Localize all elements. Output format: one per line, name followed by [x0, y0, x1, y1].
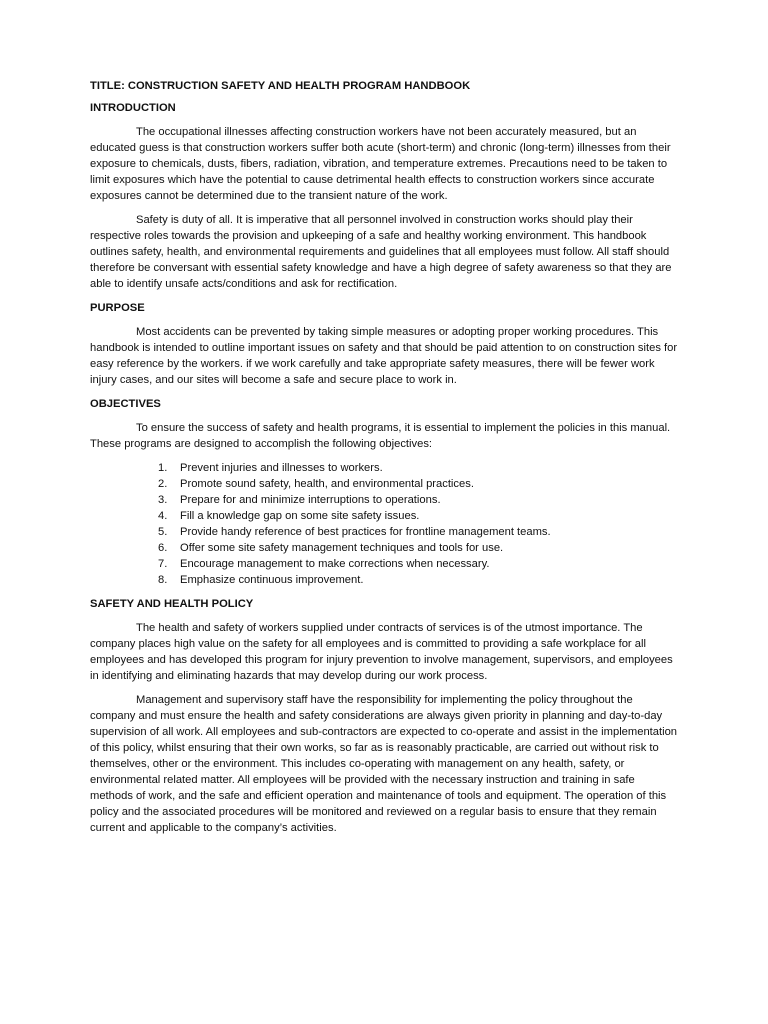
- purpose-paragraph: Most accidents can be prevented by taking simple measures or adopting proper working procedures. This handbook is intended to outline important issues on safety and that should be paid attention to on construction sites for easy reference by the workers. if we work carefully and take appropriate safety measures, there will be fewer work injury cases, and our sites will become a safe and secure place to work in.: [90, 326, 678, 386]
- objectives-list-item: [158, 492, 678, 508]
- objectives-list-item: [158, 508, 678, 524]
- objective-number: 2.: [158, 478, 168, 490]
- policy-heading: SAFETY AND HEALTH POLICY: [90, 598, 254, 610]
- objective-text: Encourage management to make corrections when necessary.: [180, 558, 490, 570]
- objectives-list: [90, 460, 678, 588]
- introduction-paragraph-1: The occupational illnesses affecting construction workers have not been accurately measured, but an educated guess is that construction workers suffer both acute (short-term) and chronic (long-term) illnesses from their exposure to chemicals, dusts, fibers, radiation, vibration, and temperature extremes. Precautions need to be taken to limit exposures which have the potential to cause detrimental health effects to construction workers since accurate exposures cannot be determined due to the transient nature of the work.: [90, 126, 671, 202]
- objectives-list-item: [158, 572, 678, 588]
- objective-text: Prevent injuries and illnesses to workers.: [180, 462, 383, 474]
- objective-number: 1.: [158, 462, 168, 474]
- objective-text: Offer some site safety management techniques and tools for use.: [180, 542, 504, 554]
- objective-number: 4.: [158, 510, 168, 522]
- objective-number: 3.: [158, 494, 168, 506]
- objective-text: Promote sound safety, health, and environmental practices.: [180, 478, 474, 490]
- objective-text: Fill a knowledge gap on some site safety issues.: [180, 510, 420, 522]
- objective-number: 6.: [158, 542, 168, 554]
- objective-text: Emphasize continuous improvement.: [180, 574, 364, 586]
- objectives-intro: To ensure the success of safety and health programs, it is essential to implement the policies in this manual. These programs are designed to accomplish the following objectives:: [90, 422, 671, 450]
- document-title: TITLE: CONSTRUCTION SAFETY AND HEALTH PROGRAM HANDBOOK: [90, 80, 471, 92]
- introduction-heading: INTRODUCTION: [90, 102, 176, 114]
- policy-paragraph-1: The health and safety of workers supplied under contracts of services is of the utmost importance. The company places high value on the safety for all employees and is committed to providing a safe workplace for all employees and has developed this program for injury prevention to involve management, supervisors, and employees in identifying and eliminating hazards that may develop during our work process.: [90, 622, 673, 682]
- objectives-heading: OBJECTIVES: [90, 398, 161, 410]
- document-page: [90, 78, 678, 844]
- policy-paragraph-2: Management and supervisory staff have the responsibility for implementing the policy throughout the company and must ensure the health and safety considerations are always given priority in planning and day-to-day supervision of all work. All employees and sub-contractors are expected to co-operate and assist in the implementation of this policy, whilst ensuring that their own works, so far as is reasonably practicable, are carried out without risk to themselves, other or the environment. This includes co-operating with management on any health, safety, or environmental related matter. All employees will be provided with the necessary instruction and training in safe methods of work, and the safe and efficient operation and maintenance of tools and equipment. The operation of this policy and the associated procedures will be monitored and reviewed on a regular basis to ensure that they remain current and applicable to the company’s activities.: [90, 694, 678, 834]
- objective-text: Provide handy reference of best practices for frontline management teams.: [180, 526, 551, 538]
- objectives-list-item: [158, 460, 678, 476]
- introduction-paragraph-2: Safety is duty of all. It is imperative that all personnel involved in construction works should play their respective roles towards the provision and upkeeping of a safe and healthy working environment. This handbook outlines safety, health, and environmental requirements and guidelines that all employees must follow. All staff should therefore be conversant with essential safety knowledge and have a high degree of safety awareness so that they are able to identify unsafe acts/conditions and ask for rectification.: [90, 214, 672, 290]
- objective-text: Prepare for and minimize interruptions to operations.: [180, 494, 441, 506]
- objectives-list-item: [158, 540, 678, 556]
- objective-number: 5.: [158, 526, 168, 538]
- purpose-heading: PURPOSE: [90, 302, 145, 314]
- objective-number: 8.: [158, 574, 168, 586]
- objectives-list-item: [158, 556, 678, 572]
- objective-number: 7.: [158, 558, 168, 570]
- objectives-list-item: [158, 524, 678, 540]
- objectives-list-item: [158, 476, 678, 492]
